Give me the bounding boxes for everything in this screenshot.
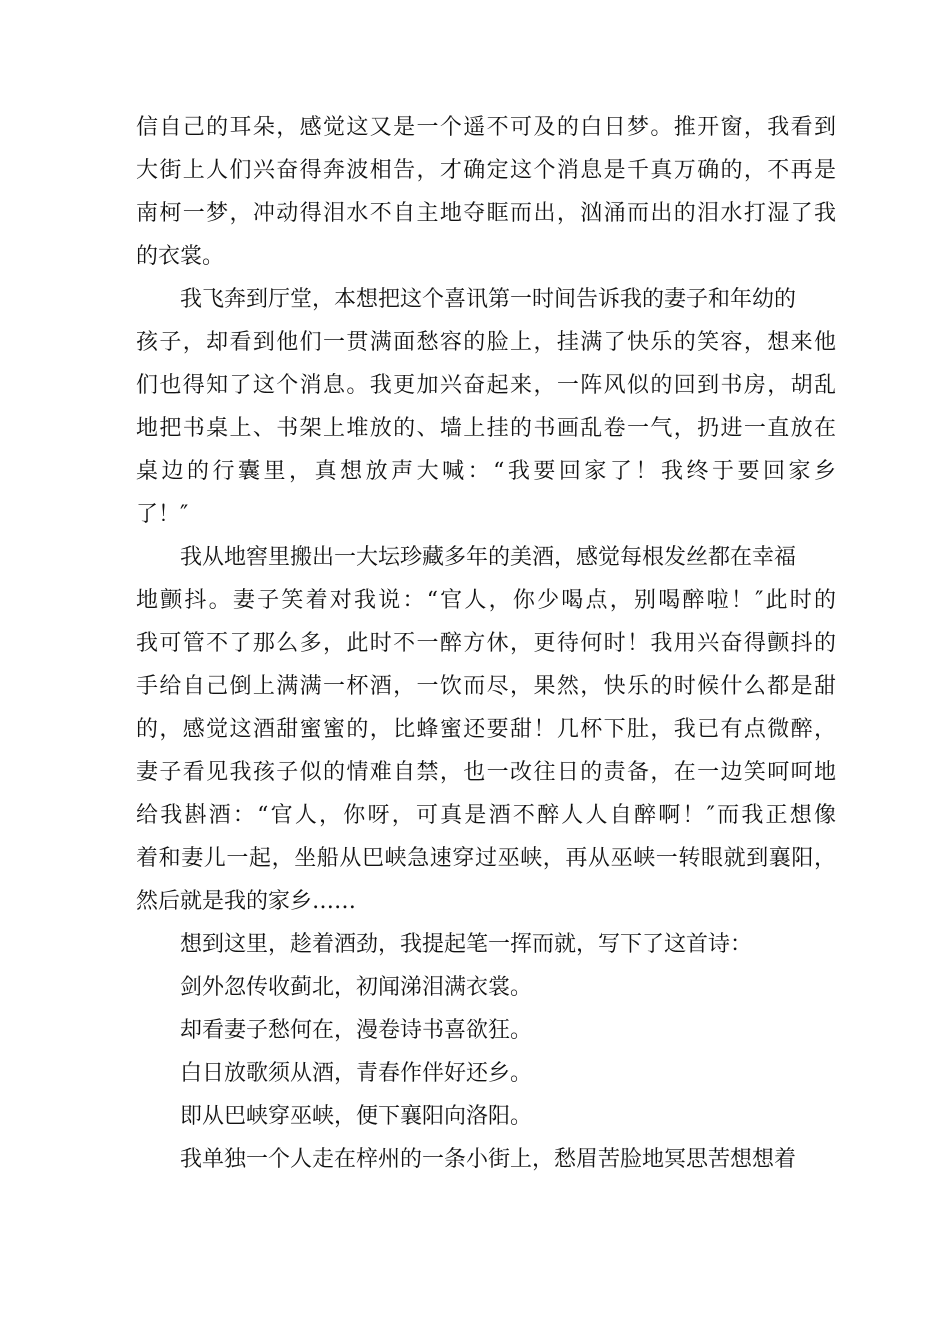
text-line: 地颤抖。妻子笑着对我说：“官人，你少喝点，别喝醉啦！″此时的: [136, 588, 836, 613]
text-line: 地把书桌上、书架上堆放的、墙上挂的书画乱卷一气，扔进一直放在: [136, 416, 836, 441]
text-line: 手给自己倒上满满一杯酒，一饮而尽，果然，快乐的时候什么都是甜: [136, 674, 836, 699]
paragraph-first-line: 我单独一个人走在梓州的一条小街上，愁眉苦脸地冥思苦想想着: [180, 1147, 797, 1172]
paragraph-first-line: 我从地窖里搬出一大坛珍藏多年的美酒，感觉每根发丝都在幸福: [180, 545, 797, 570]
text-line: 大街上人们兴奋得奔波相告，才确定这个消息是千真万确的，不再是: [136, 158, 836, 183]
text-line: 信自己的耳朵，感觉这又是一个遥不可及的白日梦。推开窗，我看到: [136, 115, 836, 140]
text-line: 着和妻儿一起，坐船从巴峡急速穿过巫峡，再从巫峡一转眼就到襄阳，: [136, 846, 836, 871]
text-line: 孩子，却看到他们一贯满面愁容的脸上，挂满了快乐的笑容，想来他: [136, 330, 836, 355]
text-line: 们也得知了这个消息。我更加兴奋起来，一阵风似的回到书房，胡乱: [136, 373, 836, 398]
poem-line: 白日放歌须从酒，青春作伴好还乡。: [180, 1061, 533, 1086]
paragraph-first-line: 我飞奔到厅堂，本想把这个喜讯第一时间告诉我的妻子和年幼的: [180, 287, 797, 312]
text-line: 南柯一梦，冲动得泪水不自主地夺眶而出，汹涌而出的泪水打湿了我: [136, 201, 836, 226]
text-line: 的衣裳。: [136, 244, 225, 269]
poem-line: 剑外忽传收蓟北，初闻涕泪满衣裳。: [180, 975, 533, 1000]
text-line: 妻子看见我孩子似的情难自禁，也一改往日的责备，在一边笑呵呵地: [136, 760, 836, 785]
text-line: 给我斟酒：“官人，你呀，可真是酒不醉人人自醉啊！″而我正想像: [136, 803, 836, 828]
text-line: 桌边的行囊里，真想放声大喊：“我要回家了！我终于要回家乡: [136, 459, 836, 484]
paragraph-first-line: 想到这里，趁着酒劲，我提起笔一挥而就，写下了这首诗：: [180, 932, 753, 957]
poem-line: 即从巴峡穿巫峡，便下襄阳向洛阳。: [180, 1104, 533, 1129]
text-line: 然后就是我的家乡……: [136, 889, 357, 914]
text-line: 的，感觉这酒甜蜜蜜的，比蜂蜜还要甜！几杯下肚，我已有点微醉，: [136, 717, 836, 742]
text-line: 了！″: [136, 502, 189, 527]
text-line: 我可管不了那么多，此时不一醉方休，更待何时！我用兴奋得颤抖的: [136, 631, 836, 656]
poem-line: 却看妻子愁何在，漫卷诗书喜欲狂。: [180, 1018, 533, 1043]
essay-body: [136, 106, 836, 1181]
